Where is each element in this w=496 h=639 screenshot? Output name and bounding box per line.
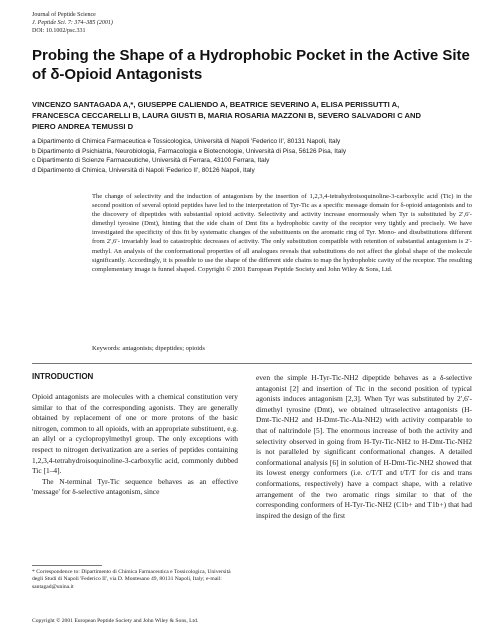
author-line: FRANCESCA CECCARELLI B, LAURA GIUSTI B, MARIA ROSARIA MAZZONI B, SEVERO SALVADORI C AND bbox=[32, 111, 421, 121]
journal-header bbox=[32, 11, 113, 36]
journal-name: Journal of Peptide Science bbox=[32, 12, 96, 18]
author-line: VINCENZO SANTAGADA A,*, GIUSEPPE CALIENDO A, BEATRICE SEVERINO A, ELISA PERISSUTTI A, bbox=[32, 100, 400, 109]
affiliation-d: d Dipartimento di Chimica, Università di Napoli 'Federico II', 80126 Napoli, Italy bbox=[32, 166, 255, 174]
journal-doi: DOI: 10.1002/psc.331 bbox=[32, 28, 86, 35]
correspondence-footnote: * Correspondence to: Dipartimento di Chimica Farmaceutica e Tossicologica, Università degli Studi di Napoli 'Federico II', via D. Montesano 49, 80131 Napoli, Italy; e-mail: santagad@unina.it bbox=[32, 569, 231, 590]
section-heading: INTRODUCTION bbox=[32, 372, 94, 381]
affiliation-c: c Dipartimento di Scienze Farmaceutiche, Università di Ferrara, 43100 Ferrara, Italy bbox=[32, 157, 270, 165]
author-list bbox=[32, 99, 472, 133]
copyright-notice: Copyright © 2001 European Peptide Society and John Wiley & Sons, Ltd. bbox=[32, 618, 199, 624]
affiliation-a: a Dipartimento di Chimica Farmaceutica e Tossicologica, Università di Napoli 'Federico II', 80131 Napoli, Italy bbox=[32, 138, 341, 145]
left-column bbox=[32, 392, 238, 498]
footnote-divider bbox=[32, 565, 102, 566]
abstract: The change of selectivity and the induction of antagonism by the insertion of 1,2,3,4-tetrahydroisoquinoline-3-carboxylic acid (Tic) in the second position of several opioid peptides have led to the interpretation of Tyr-Tic as a specific message domain for δ-opioid antagonists and to the discovery of dipeptides with substantial opioid activity. Selectivity and activity increase enormously when Tyr is substituted by 2′,6′-dimethyl tyrosine (Dmt), hinting that the side chain of Dmt fits a hydrophobic cavity of the receptor very tightly and precisely. We have investigated the specificity of this fit by systematic changes of the substituents on the aromatic ring of Tyr. Mono- and disubstitutions different from 2′,6′- invariably lead to catastrophic decreases of activity. The only substitution compatible with retention of substantial antagonism is 2′-methyl. An analysis of the conformational properties of all analogues reveals that substitutions do not affect the global shape of the molecule significantly. Accordingly, it is possible to use the shape of the different side chains to map the hydrophobic cavity of the receptor. The resulting complementary image is funnel shaped. Copyright © 2001 European Peptide Society and John Wiley & Sons, Ltd. bbox=[92, 193, 472, 273]
right-column bbox=[256, 373, 472, 521]
paragraph: The N-terminal Tyr-Tic sequence behaves as an effective 'message' for δ-selective antagonism, since bbox=[32, 476, 238, 497]
article-title: Probing the Shape of a Hydrophobic Pocket in the Active Site of δ-Opioid Antagonists bbox=[32, 47, 470, 83]
author-line: PIERO ANDREA TEMUSSI D bbox=[32, 122, 134, 132]
affiliation-b: b Dipartimento di Psichiatria, Neurobiologia, Farmacologia e Biotecnologie, Università di Pisa, 56126 Pisa, Italy bbox=[32, 147, 347, 155]
affiliation-list bbox=[32, 137, 472, 175]
journal-citation: J. Peptide Sci. 7: 374–385 (2001) bbox=[32, 20, 113, 27]
paragraph: even the simple H-Tyr-Tic-NH2 dipeptide behaves as a δ-selective antagonist [2] and insertion of Tic in the second position of typical agonists induces antagonism [2,3]. When Tyr was substituted by 2′,6′-dimethyl tyrosine (Dmt), we obtained ultraselective antagonists (H-Dmt-Tic-NH2 and H-Dmt-Tic-Ala-NH2) with activity comparable to that of naltrindole [5]. The enormous increase of both the activity and selectivity observed in going from H-Tyr-Tic-NH2 to H-Dmt-Tic-NH2 is not paralleled by significant conformational changes. A detailed conformational analysis [6] in solution of H-Dmt-Tic-NH2 showed that its lowest energy conformers (i.e. c/T/T and t/T/T for cis and trans conformations, respectively) have a compact shape, with a relative arrangement of the two aromatic rings similar to that of the corresponding conformers of H-Tyr-Tic-NH2 (C1b+ and T1b+) that had inspired the design of the first bbox=[256, 373, 472, 520]
section-divider bbox=[32, 363, 472, 364]
paragraph: Opioid antagonists are molecules with a chemical constitution very similar to that of the corresponding agonists. They are generally obtained by replacement of one or more protons of the basic nitrogen, common to all opioids, with an appropriate substituent, e.g. an allyl or a cyclopropylmethyl group. The only exceptions with respect to nitrogen derivatization are a series of peptides containing 1,2,3,4-tetrahydroisoquinoline-3-carboxylic acid, commonly dubbed Tic [1–4]. bbox=[32, 392, 238, 476]
keywords: Keywords: antagonists; dipeptides; opioids bbox=[92, 345, 205, 352]
